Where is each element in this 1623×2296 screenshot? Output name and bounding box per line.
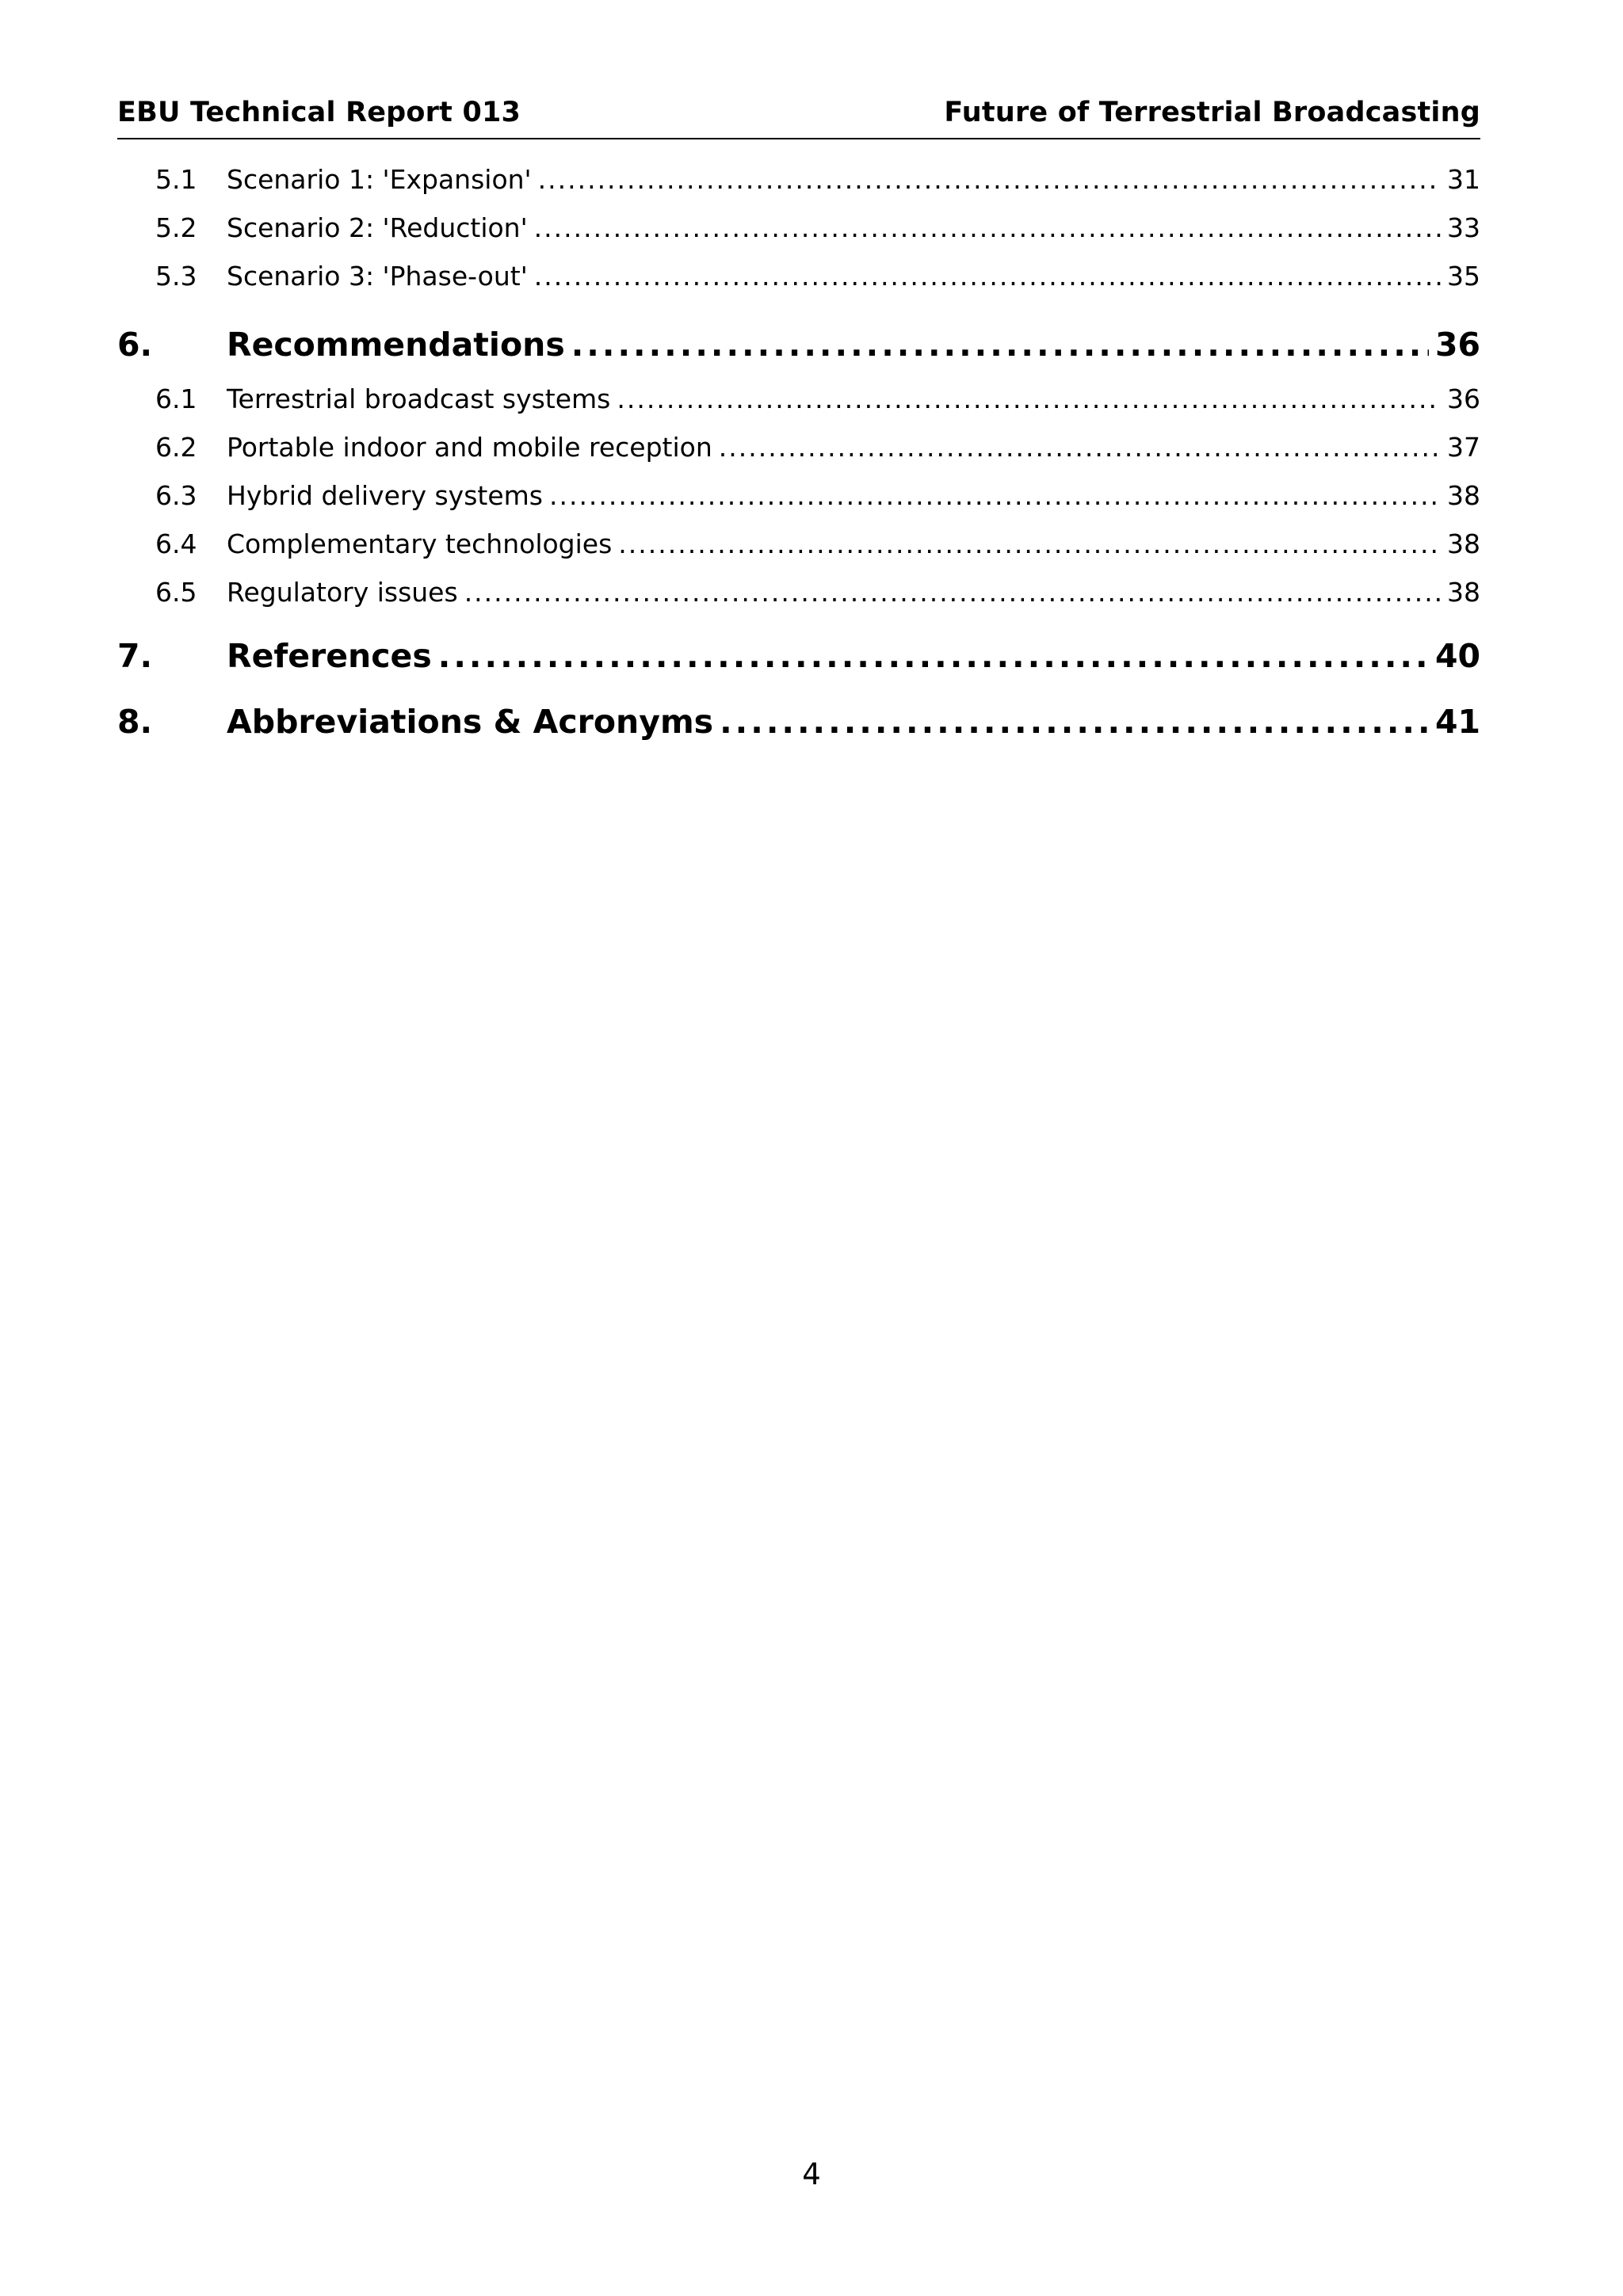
toc-dot-leader xyxy=(719,423,1441,471)
toc-entry-number: 8. xyxy=(117,703,153,741)
toc-entry-title: Abbreviations & Acronyms xyxy=(227,703,714,741)
toc-entry-number: 5.3 xyxy=(155,261,197,292)
toc-entry-page: 33 xyxy=(1447,212,1480,243)
toc-entry-number: 6.3 xyxy=(155,480,197,511)
toc-entry-title: Scenario 2: 'Reduction' xyxy=(227,212,528,243)
toc-entry-title: Recommendations xyxy=(227,326,565,364)
toc-dot-leader xyxy=(617,375,1441,423)
toc-entry-number: 7. xyxy=(117,637,153,675)
toc-dot-leader xyxy=(534,252,1441,300)
toc-entry-number: 6.5 xyxy=(155,577,197,608)
toc-entry-title: Hybrid delivery systems xyxy=(227,480,543,511)
toc-dot-leader xyxy=(571,315,1429,375)
toc-entry-6-2[interactable] xyxy=(117,423,1480,471)
toc-entry-number: 5.2 xyxy=(155,212,197,243)
toc-entry-page: 40 xyxy=(1434,637,1480,675)
toc-dot-leader xyxy=(538,155,1441,204)
toc-entry-6[interactable] xyxy=(117,315,1480,375)
toc-dot-leader xyxy=(618,520,1441,568)
toc-entry-5-2[interactable] xyxy=(117,204,1480,252)
toc-entry-number: 6.1 xyxy=(155,383,197,414)
toc-entry-page: 35 xyxy=(1447,261,1480,292)
toc-entry-page: 36 xyxy=(1447,383,1480,414)
toc-entry-title: Regulatory issues xyxy=(227,577,458,608)
toc-entry-title: Scenario 3: 'Phase-out' xyxy=(227,261,528,292)
document-title: Future of Terrestrial Broadcasting xyxy=(944,97,1480,128)
toc-entry-number: 6.2 xyxy=(155,432,197,463)
report-title: EBU Technical Report 013 xyxy=(117,97,521,128)
toc-entry-page: 38 xyxy=(1447,577,1480,608)
toc-entry-page: 38 xyxy=(1447,528,1480,559)
table-of-contents xyxy=(117,155,1480,757)
toc-entry-5-1[interactable] xyxy=(117,155,1480,204)
toc-dot-leader xyxy=(534,204,1441,252)
toc-entry-7[interactable] xyxy=(117,626,1480,686)
toc-dot-leader xyxy=(438,626,1429,686)
toc-dot-leader xyxy=(720,686,1429,757)
toc-entry-title: References xyxy=(227,637,432,675)
toc-entry-number: 5.1 xyxy=(155,164,197,195)
toc-entry-page: 41 xyxy=(1434,703,1480,741)
toc-entry-6-4[interactable] xyxy=(117,520,1480,568)
toc-entry-6-5[interactable] xyxy=(117,568,1480,616)
toc-dot-leader xyxy=(464,568,1441,616)
toc-entry-6-1[interactable] xyxy=(117,375,1480,423)
page-number: 4 xyxy=(802,2157,821,2191)
toc-entry-8[interactable] xyxy=(117,686,1480,757)
toc-entry-title: Terrestrial broadcast systems xyxy=(227,383,611,414)
toc-entry-page: 38 xyxy=(1447,480,1480,511)
toc-entry-5-3[interactable] xyxy=(117,252,1480,300)
toc-entry-title: Scenario 1: 'Expansion' xyxy=(227,164,532,195)
toc-entry-page: 36 xyxy=(1434,326,1480,364)
toc-entry-page: 37 xyxy=(1447,432,1480,463)
toc-entry-title: Complementary technologies xyxy=(227,528,613,559)
toc-dot-leader xyxy=(549,471,1441,520)
toc-entry-page: 31 xyxy=(1447,164,1480,195)
toc-entry-6-3[interactable] xyxy=(117,471,1480,520)
toc-entry-number: 6.4 xyxy=(155,528,197,559)
toc-entry-number: 6. xyxy=(117,326,153,364)
toc-entry-title: Portable indoor and mobile reception xyxy=(227,432,712,463)
page-header xyxy=(117,92,1480,139)
